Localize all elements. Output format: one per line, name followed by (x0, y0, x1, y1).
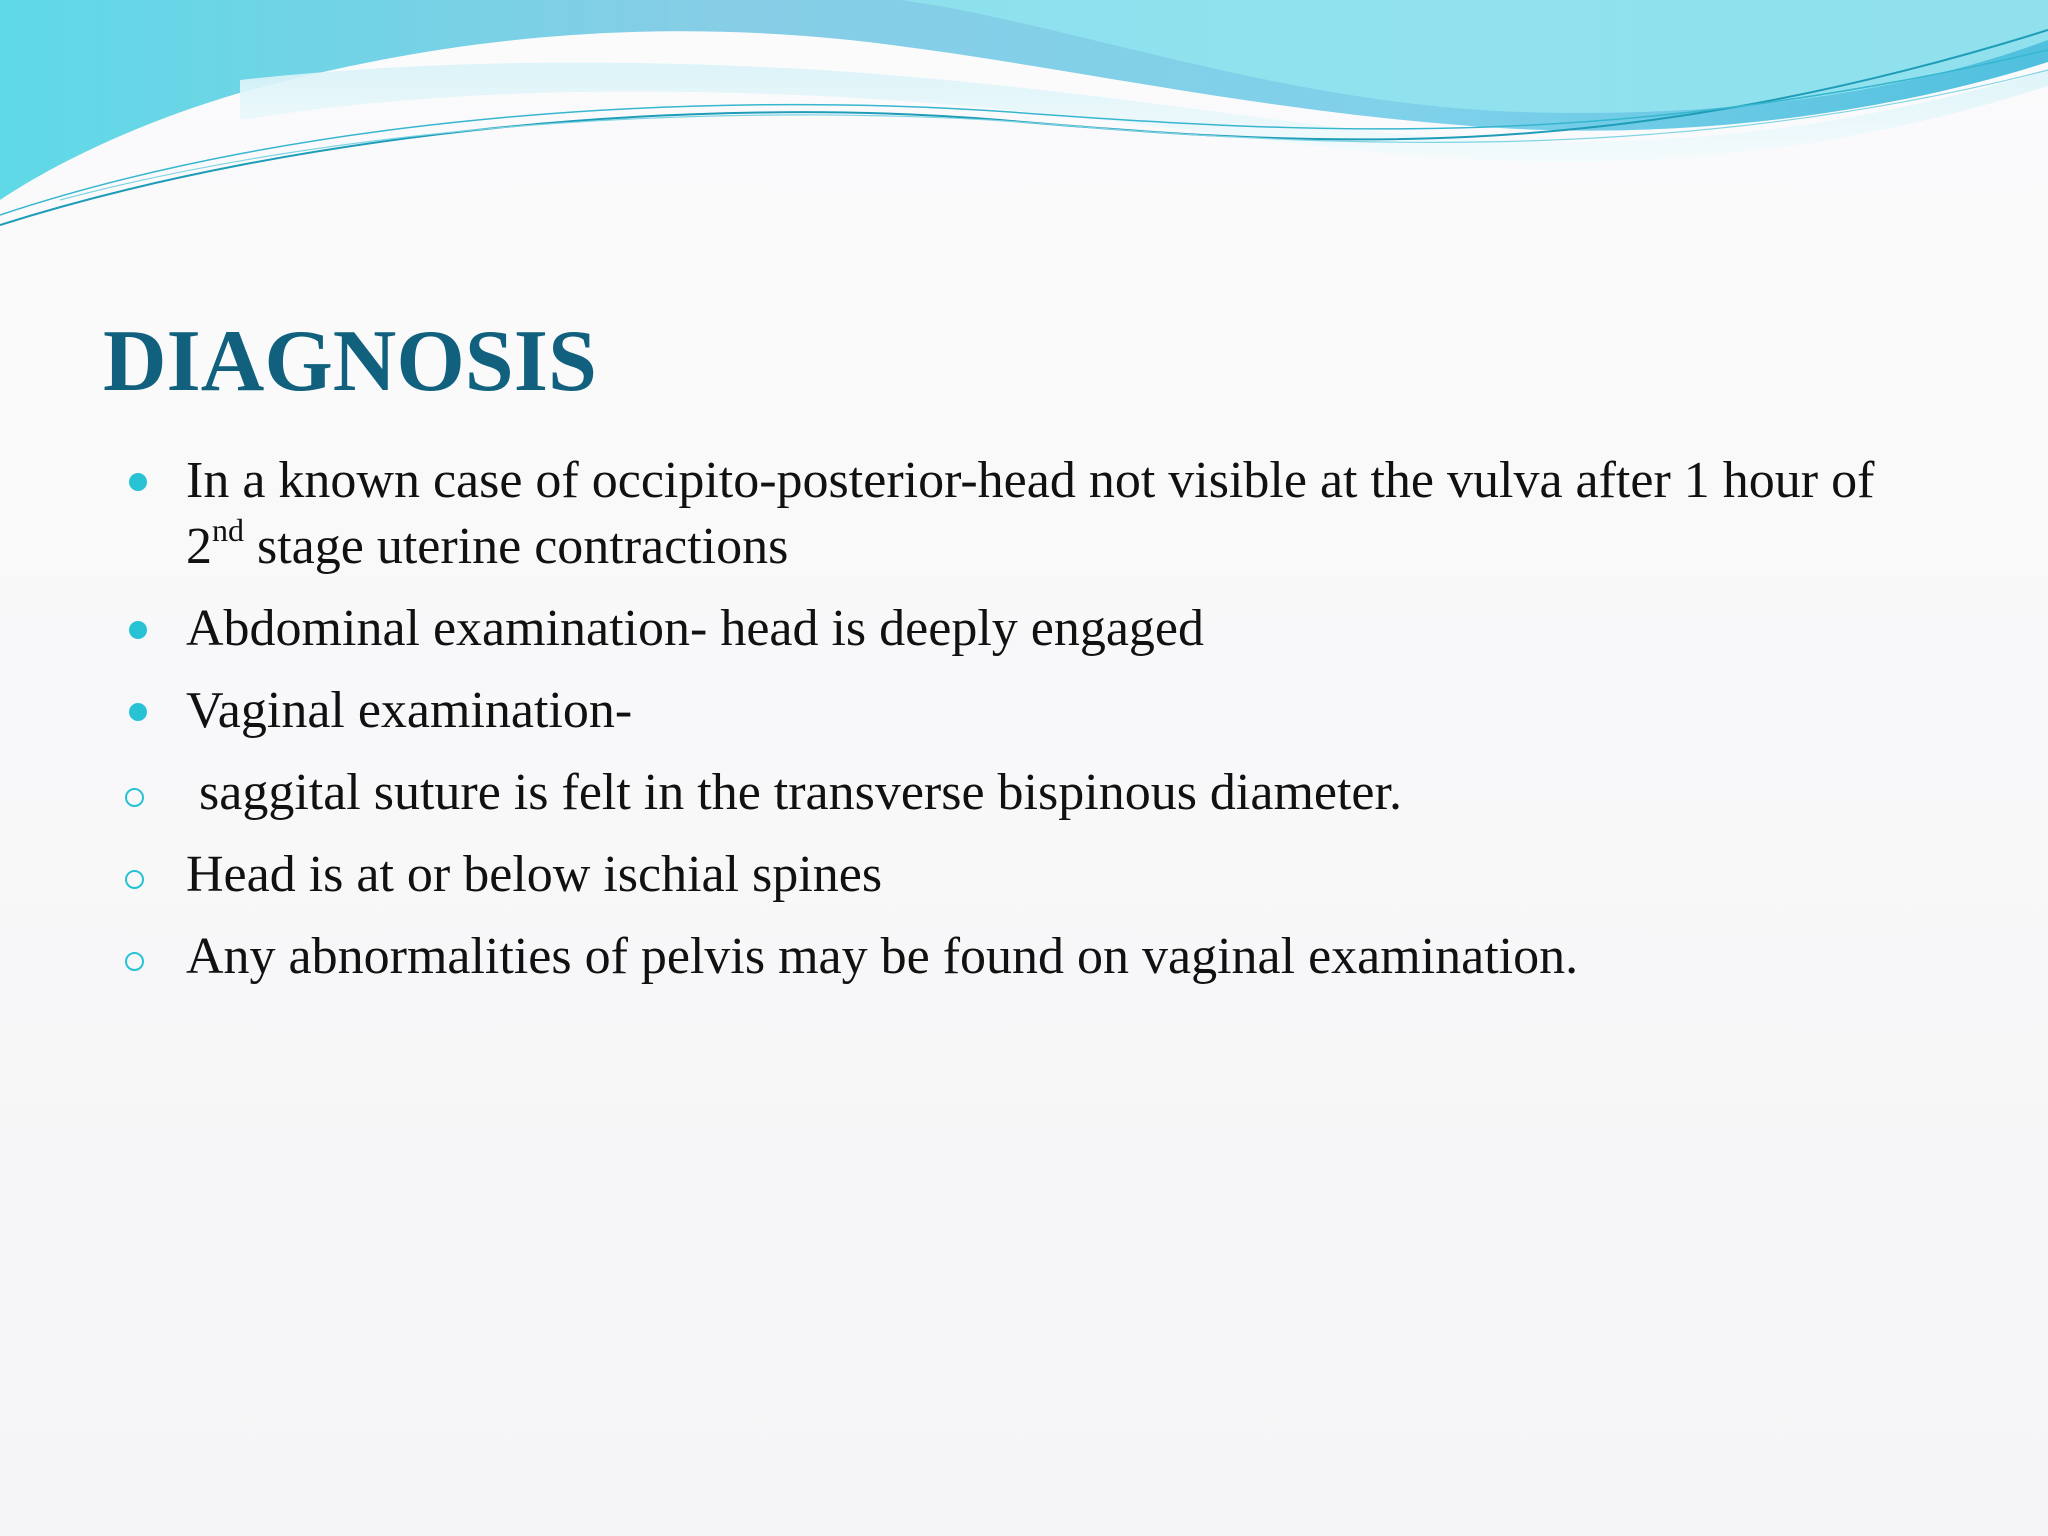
list-item-text: Any abnormalities of pelvis may be found on vaginal examination. (186, 928, 1579, 985)
filled-dot-icon (129, 473, 147, 491)
list-item-text: Vaginal examination- (186, 682, 633, 739)
list-item (120, 448, 1940, 580)
list-item (120, 924, 1940, 990)
bullet-list (120, 448, 1940, 1006)
decorative-wave-banner (0, 0, 2048, 240)
list-item-text: Head is at or below ischial spines (186, 846, 883, 903)
list-item (120, 678, 1940, 744)
hollow-circle-icon (125, 788, 144, 807)
superscript: nd (212, 512, 244, 548)
list-item (120, 842, 1940, 908)
slide-title: DIAGNOSIS (103, 313, 597, 410)
list-item-text: In a known case of occipito-posterior-head not visible at the vulva after 1 hour of 2nd stage uterine contractions (186, 452, 1875, 575)
list-item-text: Abdominal examination- head is deeply engaged (186, 600, 1205, 657)
filled-dot-icon (129, 621, 147, 639)
list-item-text: saggital suture is felt in the transverse bispinous diameter. (199, 764, 1402, 821)
filled-dot-icon (129, 703, 147, 721)
list-item (120, 760, 1940, 826)
hollow-circle-icon (125, 952, 144, 971)
list-item (120, 596, 1940, 662)
hollow-circle-icon (125, 870, 144, 889)
